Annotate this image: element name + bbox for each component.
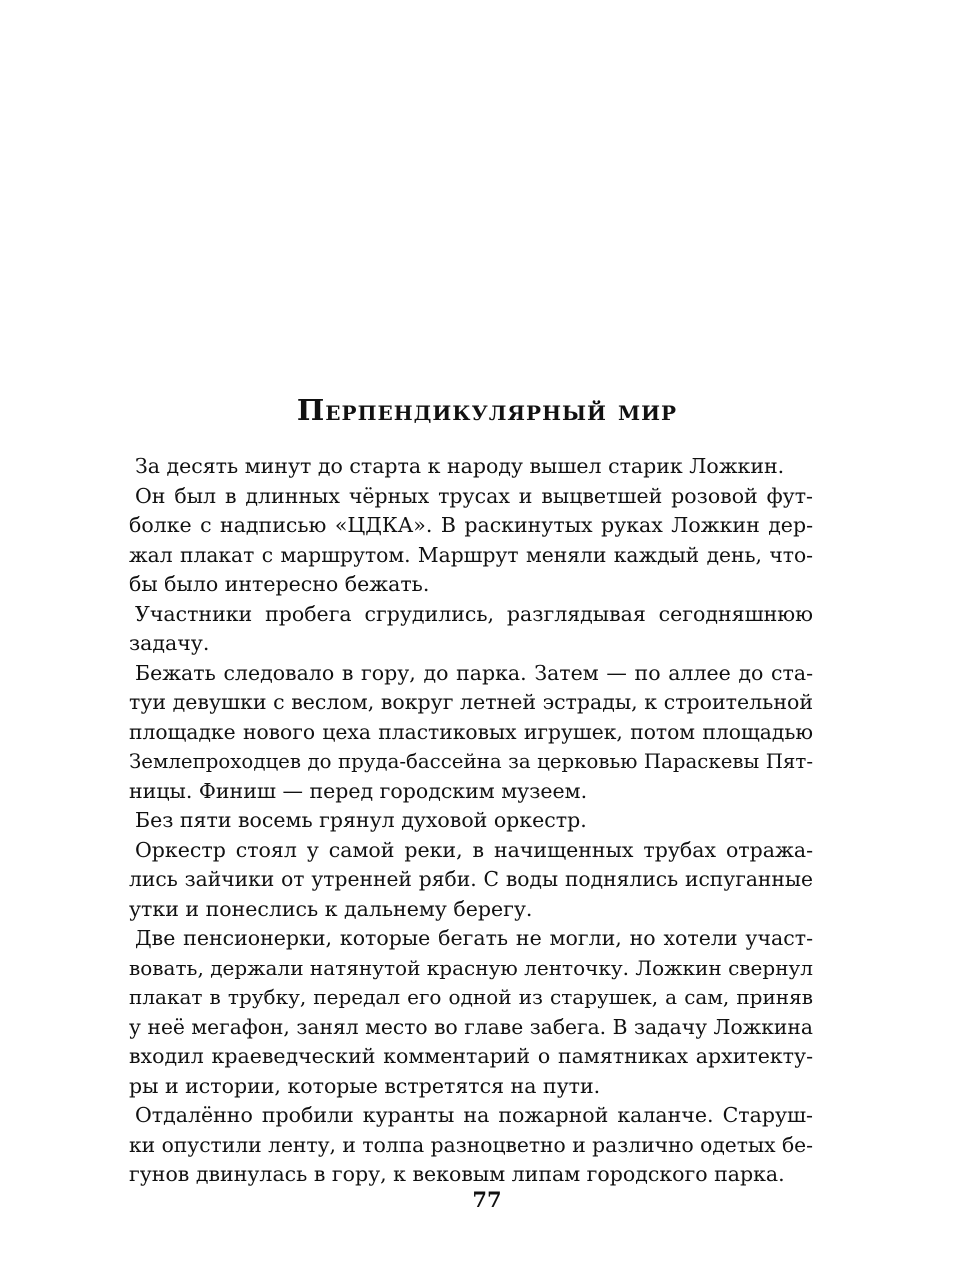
text-line: Участники пробега сгрудились, разглядывая сегодняшнюю: [135, 601, 813, 626]
text-line: Бежать следовало в гору, до парка. Затем — по аллее до ста-: [135, 660, 813, 685]
text-line: вовать, держали натянутой красную ленточку. Ложкин свернул: [129, 955, 813, 980]
text-line: Без пяти восемь грянул духовой оркестр.: [135, 808, 587, 832]
text-line: задачу.: [129, 631, 210, 655]
text-line: Землепроходцев до пруда-бассейна за церковью Параскевы Пят-: [129, 750, 813, 773]
text-line: ры и истории, которые встретятся на пути.: [129, 1073, 601, 1098]
text-line: Две пенсионерки, которые бегать не могли, но хотели участ-: [135, 926, 813, 950]
text-line: Он был в длинных чёрных трусах и выцветшей розовой фут-: [135, 483, 813, 508]
text-line: Отдалённо пробили куранты на пожарной каланче. Старуш-: [135, 1103, 813, 1127]
chapter-title: Перпендикулярный мир: [296, 393, 678, 427]
text-line: За десять минут до старта к народу вышел старик Ложкин.: [135, 454, 785, 478]
text-line: ницы. Финиш — перед городским музеем.: [129, 778, 588, 803]
text-line: гунов двинулась в гору, к вековым липам городского парка.: [129, 1162, 785, 1186]
text-line: лись зайчики от утренней ряби. С воды поднялись испуганные: [129, 867, 813, 891]
text-line: плакат в трубку, передал его одной из старушек, а сам, приняв: [129, 985, 813, 1009]
page-number: 77: [472, 1187, 502, 1212]
text-line: у неё мегафон, занял место во главе забега. В задачу Ложкина: [129, 1014, 813, 1039]
body-text: [129, 452, 813, 1190]
text-line: туи девушки с веслом, вокруг летней эстрады, к строительной: [129, 690, 813, 714]
text-line: площадке нового цеха пластиковых игрушек, потом площадью: [129, 719, 813, 744]
text-line: жал плакат с маршрутом. Маршрут меняли каждый день, что-: [129, 542, 813, 567]
text-line: входил краеведческий комментарий о памятниках архитекту-: [129, 1044, 813, 1068]
text-line: Оркестр стоял у самой реки, в начищенных трубах отража-: [135, 837, 813, 862]
text-line: ки опустили ленту, и толпа разноцветно и различно одетых бе-: [129, 1132, 813, 1157]
text-line: болке с надписью «ЦДКА». В раскинутых руках Ложкин дер-: [129, 513, 813, 537]
text-line: бы было интересно бежать.: [129, 572, 430, 596]
text-line: утки и понеслись к дальнему берегу.: [129, 896, 533, 921]
